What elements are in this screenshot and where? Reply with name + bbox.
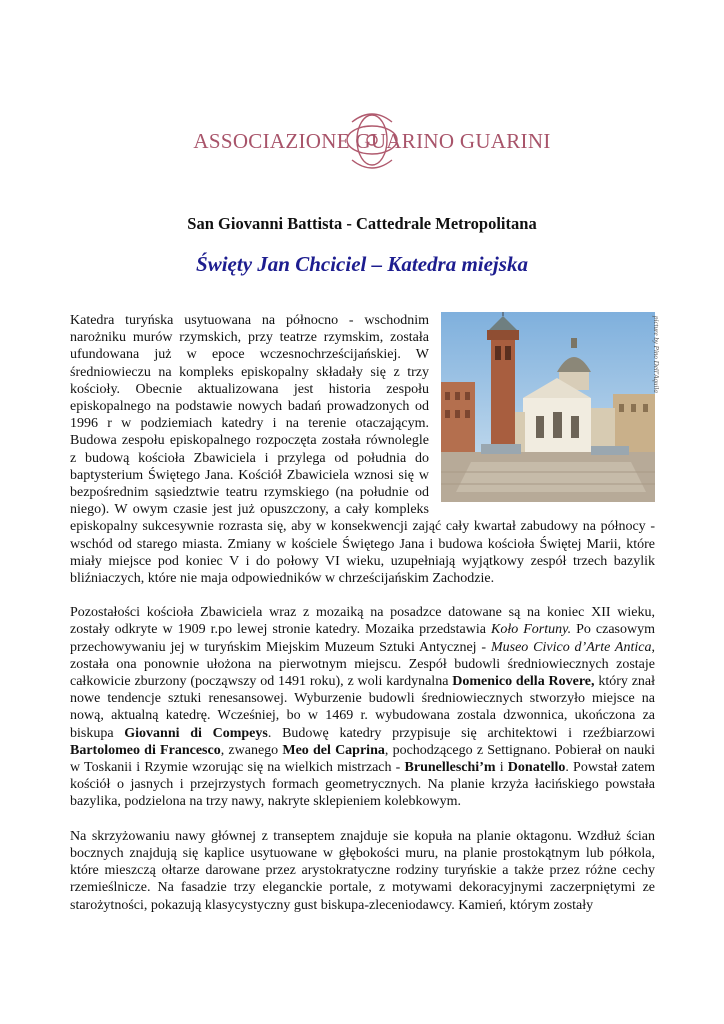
photo-credit: picture by Pino Dell'Aquila	[652, 316, 660, 393]
cathedral-illustration	[441, 312, 655, 502]
text-run: , została ona ponownie ułożona na pierwotnym miejscu. Zespół budowli średniowiecznych zostaje całkowicie zburzony (począwszy od 1491 roku), z woli kardynalna	[70, 639, 655, 690]
article-body	[70, 312, 660, 931]
paragraph-3	[70, 828, 655, 914]
text-run: który znał nowe tendencje sztuki renesansowej. Wyburzenie budowli średniowiecznych stworzyło miejsce na nową, aktualną katedrę. Wcześniej, bo w 1469 r. wybudowana zostala dzwonnica, ukończona za biskupa	[70, 674, 656, 741]
text-run: Meo del Caprina	[282, 742, 385, 758]
text-run: Po czasowym przechowywaniu jej w turyńskim Miejskim Muzeum Sztuki Antycznej -	[70, 622, 655, 655]
page-subtitle: Święty Jan Chciciel – Katedra miejska	[196, 252, 528, 276]
text-run: Na skrzyżowaniu nawy głównej z transeptem znajduje sie kopuła na planie oktagonu. Wzdłuż ścian bocznych znajdują się kaplice usytuowane w głębokości muru, na planie prostokątnym lub półkola, które mieszczą ołtarze darowane przez arystokratyczne rodziny turyńskie a także przez różne cechy rzemieślnicze. Na fasadzie trzy eleganckie portale, z motywami dekoracyjnymi zaczerpniętymi ze starożytności, pokazują klasycystyczny gust biskupa-zleceniodawcy. Kamień, którym zostały	[70, 828, 655, 913]
text-run: Bartolomeo di Francesco	[70, 742, 221, 758]
text-run: . Budowę katedry przypisuje się architektowi i rzeźbiarzowi	[267, 725, 656, 741]
text-run: i	[495, 760, 508, 776]
text-run: Koło Fortuny.	[490, 622, 572, 638]
text-run: Domenico della Rovere,	[452, 674, 595, 690]
page-title: San Giovanni Battista - Cattedrale Metropolitana	[187, 214, 537, 233]
text-run: Brunelleschi’m	[404, 760, 496, 776]
text-run: Katedra turyńska usytuowana na północno - wschodnim narożniku murów rzymskich, przy teatrze rzymskim, została ufundowana już w epoce wczesnochrześcijańskiej. W średniowieczu na kompleks episkopalny składały się z trzy kościoły. Obecnie aktualizowana jest historia zespołu episkopalnego na podstawie nowych badań prowadzonych od 1996 r w podziemiach katedry i na terenie otaczającym. Budowa zespołu episkopalnego rozpoczęta została równolegle z budową kościoła Zbawiciela i przylega od południa do baptysterium Świętego Jana. Kościół Zbawiciela wznosi się w bezpośrednim sąsiedztwie teatru rzymskiego (na południe od niego). W owym czasie jest już opuszczony, a cały kompleks episkopalny sukcesywnie rozrasta się, aby w konsekwencji zająć cały kwartał zabudowy na północy - wschód od starego miasta. Zmiany w kościele Świętego Jana i budowa kościoła Świętej Marii, które miały miejsce pod koniec V i do połowy VI wieku, uzupełniają wyjątkowy zespół trzech bazylik bliźniaczych, które nie maja odpowiedników w chrześcijańskim Zachodzie.	[70, 313, 655, 587]
text-run: Giovanni di Compeys	[124, 725, 268, 741]
logo-text: ASSOCIAZIONE GUARINO GUARINI	[193, 129, 551, 153]
text-run: Donatello	[507, 760, 566, 776]
paragraph-2	[70, 604, 655, 810]
text-run: , pochodzącego z Settignano. Pobierał on nauki w Toskanii i Rzymie wzorując się na wielkich mistrzach -	[70, 742, 655, 776]
cathedral-photo	[441, 312, 660, 502]
text-run: . Powstał zatem kościół o jasnych i przejrzystych formach geometrycznych. Na planie krzyża łacińskiego powstała bazylika, podzielona na trzy nawy, nakryte sklepieniem kolebkowym.	[70, 760, 655, 810]
text-run: , zwanego	[220, 742, 283, 758]
association-logo	[0, 108, 724, 178]
text-run: Pozostałości kościoła Zbawiciela wraz z mozaiką na posadzce datowane są na koniec XII wieku, zostały odkryte w 1909 r.po lewej stronie katedry. Mozaika przedstawia	[70, 605, 655, 638]
text-run: Museo Civico d’Arte Antica	[490, 639, 652, 655]
